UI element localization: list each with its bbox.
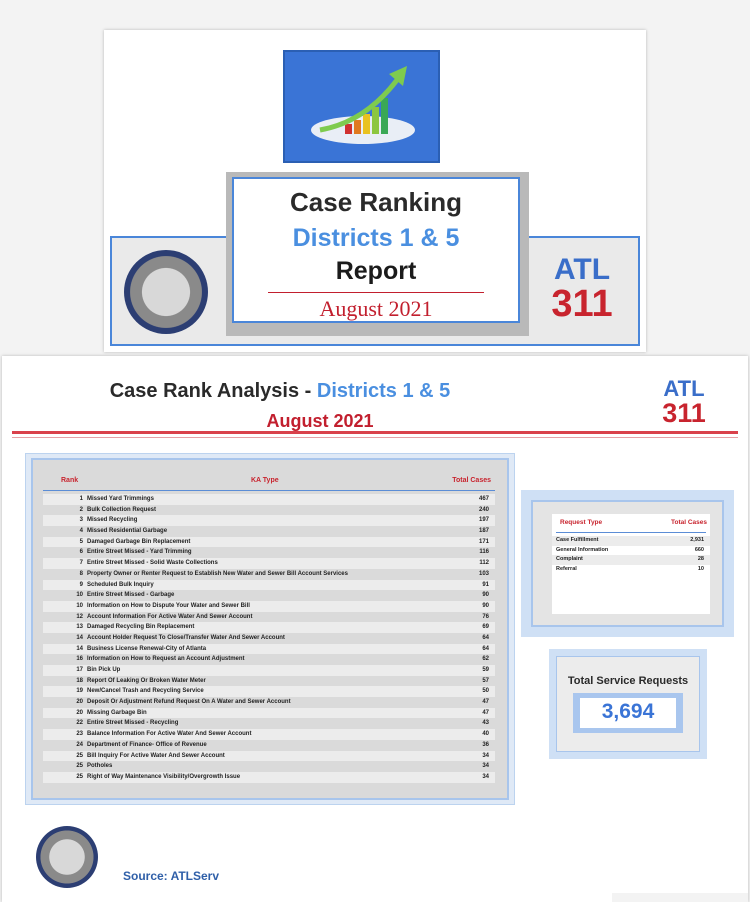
table-row (43, 772, 495, 783)
rank-cell: 23 (76, 731, 83, 738)
source-text: Source: ATLServ (123, 869, 220, 883)
ka-type-cell: Information on How to Request an Account Adjustment (87, 656, 245, 663)
col-request-type: Request Type (560, 519, 603, 526)
table-row (552, 546, 710, 556)
table-row (43, 580, 495, 591)
table-row (43, 612, 495, 623)
table-row (552, 555, 710, 565)
table-row (43, 676, 495, 687)
col-rank: Rank (61, 477, 79, 484)
ka-type-cell: Bulk Collection Request (87, 506, 157, 513)
rank-cell: 2 (79, 506, 83, 513)
ka-type-cell: Right of Way Maintenance Visibility/Overgrowth Issue (87, 773, 241, 780)
rank-cell: 13 (76, 624, 83, 631)
ka-type-cell: Business License Renewal-City of Atlanta (87, 645, 207, 652)
ka-type-cell: Damaged Recycling Bin Replacement (87, 624, 195, 631)
total-cell: 34 (482, 773, 489, 780)
rank-cell: 18 (76, 677, 83, 684)
table-row (43, 601, 495, 612)
ka-type-cell: Missed Residential Garbage (87, 528, 168, 535)
table-row (43, 515, 495, 526)
logo-311-text: 311 (551, 283, 613, 325)
total-cell: 76 (482, 613, 489, 620)
col-total-cases: Total Cases (670, 519, 707, 526)
ka-type-cell: Entire Street Missed - Yard Trimming (87, 549, 192, 556)
table-row (43, 494, 495, 505)
logo-atl-text: ATL (553, 253, 611, 286)
ka-type-cell: New/Cancel Trash and Recycling Service (87, 688, 204, 695)
rank-cell: 16 (76, 656, 83, 663)
header-rule-thin (12, 437, 738, 438)
total-cell: 47 (482, 699, 489, 706)
total-cell: 116 (479, 549, 489, 556)
analysis-date: August 2021 (266, 411, 374, 431)
total-cell: 50 (482, 688, 489, 695)
table-row (552, 536, 710, 546)
rank-cell: 6 (79, 549, 83, 556)
rank-cell: 20 (76, 699, 83, 706)
total-cell: 91 (482, 581, 489, 588)
ka-type-cell: Missed Recycling (87, 517, 138, 524)
cover-title: Case Ranking (290, 187, 462, 217)
total-cell: 103 (478, 570, 489, 577)
total-cell: 660 (694, 546, 704, 553)
request-table-header (552, 514, 710, 532)
title-divider (268, 292, 484, 293)
ka-type-cell: Potholes (87, 763, 113, 770)
table-row (43, 665, 495, 676)
header-rule (12, 431, 738, 434)
rank-cell: 12 (76, 613, 83, 620)
header-divider (556, 532, 706, 533)
ka-type-cell: Entire Street Missed - Garbage (87, 592, 175, 599)
rank-cell: 1 (79, 496, 83, 502)
total-cell: 28 (697, 556, 704, 562)
rank-cell: 10 (76, 602, 83, 609)
cover-date: August 2021 (319, 296, 433, 321)
total-cell: 112 (479, 560, 489, 567)
rank-cell: 9 (79, 581, 83, 588)
table-row (43, 761, 495, 772)
total-cell: 2,931 (690, 537, 704, 543)
rank-cell: 3 (79, 517, 83, 524)
total-cell: 62 (482, 656, 489, 663)
rank-cell: 14 (76, 645, 83, 652)
rank-cell: 22 (76, 720, 83, 727)
ka-type-cell: Entire Street Missed - Recycling (87, 720, 179, 727)
total-requests-value: 3,694 (601, 700, 655, 723)
rank-cell: 5 (79, 538, 83, 545)
col-ka-type: KA Type (251, 477, 279, 484)
request-type-cell: Referral (556, 565, 577, 572)
total-cell: 64 (482, 634, 489, 641)
table-row (43, 558, 495, 569)
ka-type-cell: Bin Pick Up (87, 667, 121, 673)
total-cell: 59 (482, 667, 489, 673)
analysis-title-highlight: Districts 1 & 5 (316, 380, 451, 402)
total-cell: 187 (478, 528, 489, 535)
total-cell: 90 (482, 592, 489, 599)
rank-cell: 14 (76, 634, 83, 641)
request-rows (552, 536, 710, 574)
title-card (232, 177, 520, 323)
table-row (43, 644, 495, 655)
table-row (43, 686, 495, 697)
ka-type-cell: Entire Street Missed - Solid Waste Collections (87, 560, 218, 567)
total-cell: 47 (482, 709, 489, 716)
table-row (43, 751, 495, 762)
rank-cell: 7 (79, 560, 83, 567)
table-row (43, 547, 495, 558)
table-row (43, 740, 495, 751)
ka-type-cell: Bill Inquiry For Active Water And Sewer Account (87, 752, 225, 759)
table-row (43, 729, 495, 740)
header-divider (43, 490, 495, 491)
logo-311-text: 311 (662, 398, 706, 428)
total-cell: 34 (482, 763, 489, 770)
rank-cell: 10 (76, 592, 83, 599)
page-corner-gap (612, 893, 748, 902)
table-row (43, 526, 495, 537)
rank-cell: 25 (76, 763, 83, 770)
cover-title2: Report (335, 257, 417, 285)
table-row (43, 590, 495, 601)
rank-cell: 25 (76, 752, 83, 759)
analysis-title-text: Case Rank Analysis - (109, 380, 317, 402)
atl311-logo-small (652, 378, 716, 427)
logo-atl-text: ATL (663, 376, 705, 401)
total-cell: 10 (697, 565, 704, 572)
total-cell: 171 (478, 538, 489, 545)
table-row (43, 569, 495, 580)
rank-table-header (43, 472, 495, 490)
city-seal-logo (124, 250, 208, 334)
table-row (43, 622, 495, 633)
total-cell: 64 (482, 645, 489, 652)
request-type-cell: Complaint (556, 556, 583, 562)
city-seal-logo (36, 826, 98, 888)
request-type-cell: General Information (556, 546, 609, 553)
total-cell: 57 (482, 677, 489, 684)
table-row (43, 708, 495, 719)
ka-type-cell: Account Holder Request To Close/Transfer Water And Sewer Account (87, 634, 285, 641)
total-cell: 43 (482, 720, 489, 727)
ka-type-cell: Missing Garbage Bin (87, 709, 147, 716)
ka-type-cell: Department of Finance- Office of Revenue (87, 741, 207, 748)
analysis-title (0, 380, 560, 403)
table-row (43, 697, 495, 708)
rank-cell: 8 (79, 570, 83, 577)
ka-type-cell: Balance Information For Active Water And Sewer Account (87, 731, 252, 738)
table-row (43, 537, 495, 548)
rank-cell: 17 (76, 667, 83, 673)
rank-cell: 19 (76, 688, 83, 695)
ka-type-cell: Property Owner or Renter Request to Establish New Water and Sewer Bill Account Services (87, 570, 348, 577)
growth-chart-icon (283, 50, 440, 163)
cover-subtitle: Districts 1 & 5 (292, 224, 460, 252)
atl311-logo (540, 255, 624, 323)
request-type-cell: Case Fulfillment (556, 537, 599, 543)
ka-type-cell: Report Of Leaking Or Broken Water Meter (87, 677, 206, 684)
total-cell: 467 (478, 496, 489, 502)
table-row (552, 565, 710, 575)
rank-cell: 20 (76, 709, 83, 716)
total-cell: 90 (482, 602, 489, 609)
table-row (43, 718, 495, 729)
rank-table (43, 472, 495, 783)
total-cell: 197 (478, 517, 489, 524)
rank-cell: 4 (79, 528, 83, 535)
ka-type-cell: Account Information For Active Water And Sewer Account (87, 613, 253, 620)
total-cell: 240 (478, 506, 489, 513)
total-requests-label: Total Service Requests (567, 675, 689, 687)
rank-rows (43, 494, 495, 783)
table-row (43, 633, 495, 644)
table-row (43, 505, 495, 516)
total-cell: 36 (482, 741, 489, 748)
col-total-cases: Total Cases (452, 477, 491, 484)
total-cell: 40 (482, 731, 489, 738)
ka-type-cell: Missed Yard Trimmings (87, 496, 154, 502)
rank-cell: 24 (76, 741, 83, 748)
ka-type-cell: Damaged Garbage Bin Replacement (87, 538, 191, 545)
total-cell: 34 (482, 752, 489, 759)
ka-type-cell: Deposit Or Adjustment Refund Request On A Water and Sewer Account (87, 699, 291, 706)
ka-type-cell: Information on How to Dispute Your Water and Sewer Bill (87, 602, 250, 609)
ka-type-cell: Scheduled Bulk Inquiry (87, 581, 154, 588)
total-cell: 69 (482, 624, 489, 631)
table-row (43, 654, 495, 665)
request-type-table (552, 514, 710, 614)
rank-cell: 25 (76, 773, 83, 780)
